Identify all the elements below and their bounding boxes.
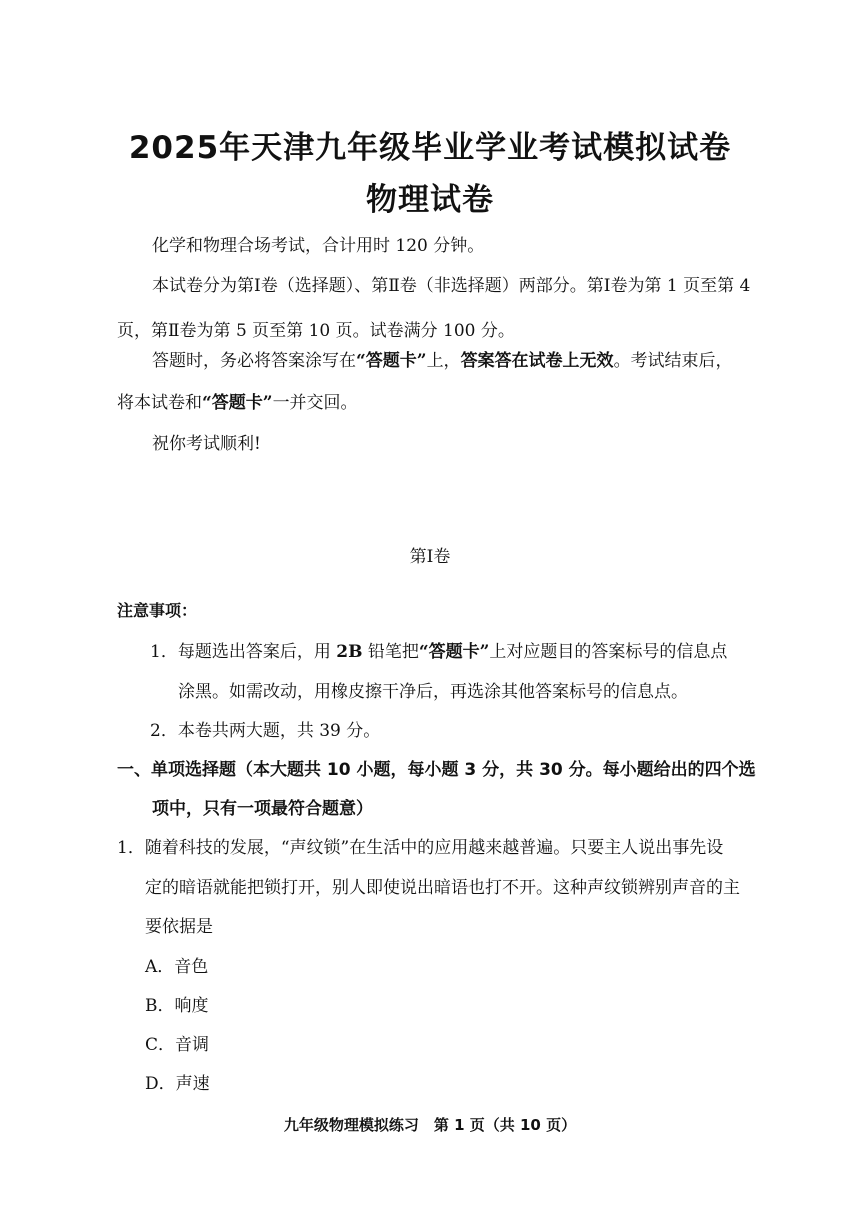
question-1-line-2: 定的暗语就能把锁打开，别人即使说出暗语也打不开。这种声纹锁辨别声音的主 — [145, 878, 740, 898]
answer-card-term: “答题卡” — [202, 393, 273, 413]
question-1-line-1: 1．随着科技的发展，“声纹锁”在生活中的应用越来越普遍。只要主人说出事先设 — [117, 838, 724, 858]
intro-3b-pre: 将本试卷和 — [117, 393, 202, 413]
good-luck-text: 祝你考试顺利! — [152, 434, 261, 454]
intro-line-2a: 本试卷分为第Ⅰ卷（选择题）、第Ⅱ卷（非选择题）两部分。第Ⅰ卷为第 1 页至第 4 — [152, 276, 751, 296]
option-c: C．音调 — [145, 1035, 210, 1055]
answer-card-term: “答题卡” — [356, 351, 427, 371]
option-d: D．声速 — [145, 1074, 210, 1094]
pencil-2b: 2B — [336, 642, 363, 662]
notice-1-pre: 1．每题选出答案后，用 — [150, 642, 337, 662]
intro-3a-pre: 答题时，务必将答案涂写在 — [152, 351, 356, 371]
part-one-heading: 第Ⅰ卷 — [409, 547, 451, 567]
exam-title: 2025年天津九年级毕业学业考试模拟试卷 — [128, 130, 732, 166]
notice-1 — [150, 637, 727, 662]
notice-2: 2．本卷共两大题，共 39 分。 — [150, 721, 381, 741]
notice-1-continued: 涂黑。如需改动，用橡皮擦干净后，再选涂其他答案标号的信息点。 — [178, 682, 688, 702]
intro-line-2b: 页，第Ⅱ卷为第 5 页至第 10 页。试卷满分 100 分。 — [117, 321, 515, 341]
intro-3a-mid: 上， — [426, 351, 461, 371]
intro-3a-post: 。考试结束后， — [613, 351, 733, 371]
intro-line-3a — [152, 346, 733, 371]
option-b: B．响度 — [145, 996, 209, 1016]
intro-3b-post: 一并交回。 — [272, 393, 358, 413]
question-1-line-3: 要依据是 — [145, 917, 213, 937]
notice-1-mid: 铅笔把 — [362, 642, 419, 662]
section-one-heading: 一、单项选择题（本大题共 10 小题，每小题 3 分，共 30 分。每小题给出的四个选 — [117, 760, 756, 780]
answer-card-term: “答题卡” — [418, 642, 490, 662]
notice-title: 注意事项： — [117, 601, 198, 620]
notice-1-post: 上对应题目的答案标号的信息点 — [489, 642, 728, 662]
invalid-warning: 答案答在试卷上无效 — [460, 351, 614, 371]
page-footer: 九年级物理模拟练习 第 1 页（共 10 页） — [283, 1116, 577, 1134]
exam-subject: 物理试卷 — [366, 182, 494, 218]
intro-line-3b — [117, 388, 358, 413]
option-a: A．音色 — [145, 957, 209, 977]
intro-line-1: 化学和物理合场考试，合计用时 120 分钟。 — [152, 236, 485, 256]
section-one-heading-cont: 项中，只有一项最符合题意） — [152, 799, 373, 819]
